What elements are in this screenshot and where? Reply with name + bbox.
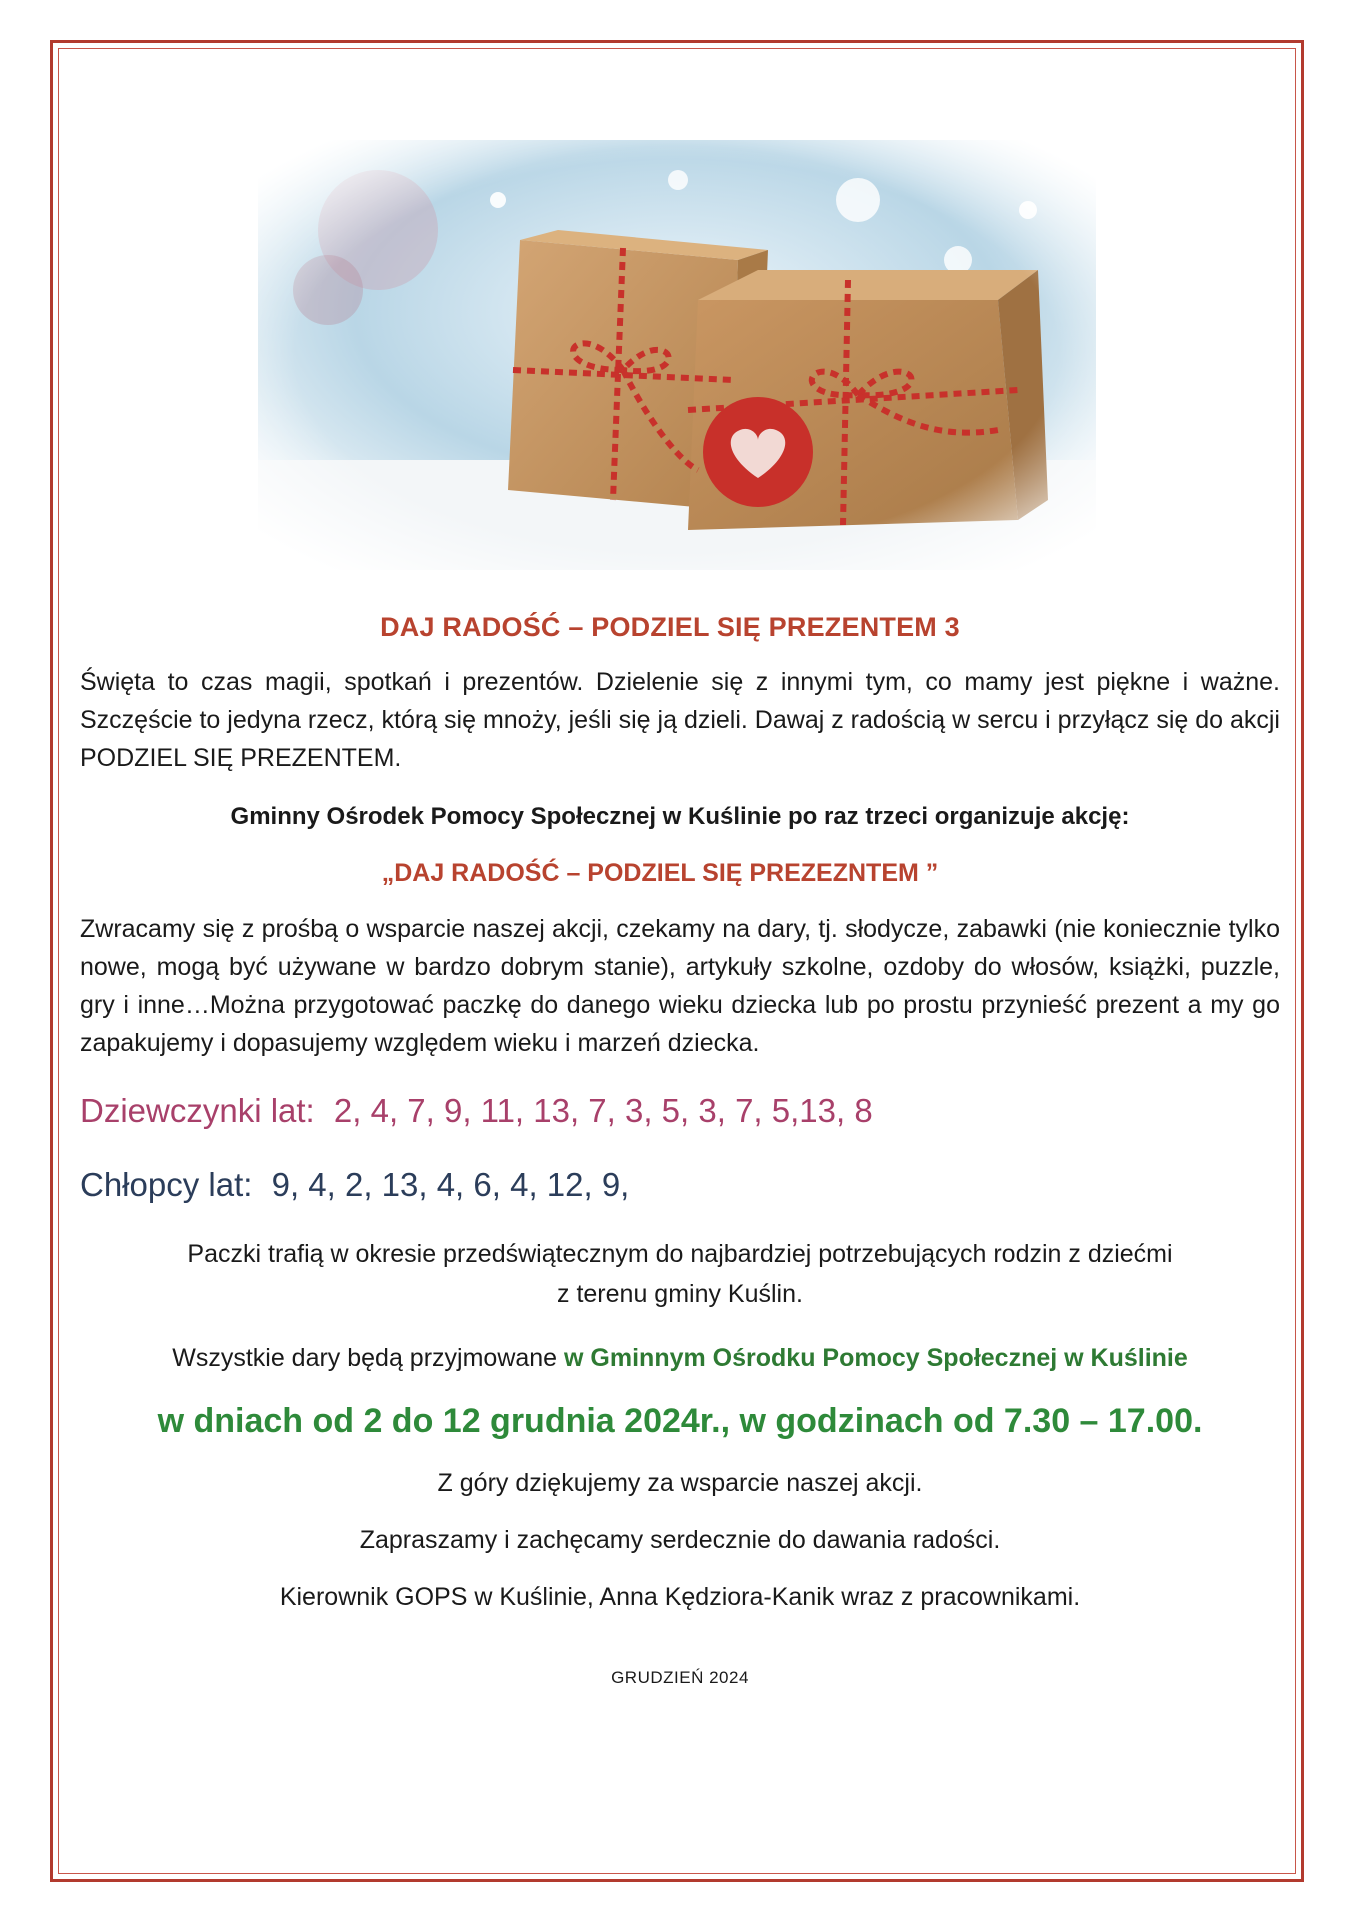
donations-prefix: Wszystkie dary będą przyjmowane bbox=[172, 1344, 565, 1372]
intro-paragraph: Święta to czas magii, spotkań i prezentów. Dzielenie się z innymi tym, co mamy jest piękne i ważne. Szczęście to jedyna rzecz, którą się mnoży, jeśli się ją dzieli. Dawaj z radością w sercu i przyłącz się do akcji PODZIEL SIĘ PREZENTEM. bbox=[80, 668, 1280, 772]
donations-place: w Gminnym Ośrodku Pomocy Społecznej w Kuślinie bbox=[564, 1344, 1188, 1372]
organizer-line: Gminny Ośrodek Pomocy Społecznej w Kuślinie po raz trzeci organizuje akcję: bbox=[230, 803, 1130, 830]
thanks-line: Z góry dziękujemy za wsparcie naszej akcji. bbox=[437, 1469, 923, 1497]
request-paragraph: Zwracamy się z prośbą o wsparcie naszej akcji, czekamy na dary, tj. słodycze, zabawki (nie koniecznie tylko nowe, mogą być używane w bardzo dobrym stanie), artykuły szkolne, ozdoby do włosów, książki, puzzle, gry i inne…Można przygotować paczkę do danego wieku dziecka lub po prostu przynieść prezent a my go zapakujemy i dopasujemy względem wieku i marzeń dziecka. bbox=[80, 915, 1280, 1057]
invite-line: Zapraszamy i zachęcamy serdecznie do dawania radości. bbox=[359, 1526, 1001, 1554]
gift-boxes-photo bbox=[258, 140, 1096, 570]
document-date: GRUDZIEŃ 2024 bbox=[611, 1668, 749, 1687]
document-body bbox=[80, 612, 1280, 1688]
girls-label: Dziewczynki lat: bbox=[80, 1092, 315, 1129]
boys-label: Chłopcy lat: bbox=[80, 1166, 253, 1203]
girls-ages: 2, 4, 7, 9, 11, 13, 7, 3, 5, 3, 7, 5,13, 8 bbox=[333, 1092, 873, 1129]
collection-dates: w dniach od 2 do 12 grudnia 2024r., w godzinach od 7.30 – 17.00. bbox=[157, 1402, 1203, 1440]
action-name: „DAJ RADOŚĆ – PODZIEL SIĘ PREZEZNTEM ” bbox=[381, 859, 939, 887]
packages-line-1: Paczki trafią w okresie przedświątecznym do najbardziej potrzebujących rodzin z dziećmi bbox=[187, 1240, 1173, 1268]
donations-line bbox=[80, 1338, 1280, 1378]
boys-ages: 9, 4, 2, 13, 4, 6, 4, 12, 9, bbox=[271, 1166, 630, 1203]
document-title: DAJ RADOŚĆ – PODZIEL SIĘ PREZENTEM 3 bbox=[380, 612, 960, 642]
packages-line-2: z terenu gminy Kuślin. bbox=[557, 1280, 803, 1308]
girls-ages-line bbox=[80, 1092, 1280, 1130]
packages-note bbox=[80, 1234, 1280, 1314]
signature-line: Kierownik GOPS w Kuślinie, Anna Kędziora-Kanik wraz z pracownikami. bbox=[279, 1583, 1081, 1611]
boys-ages-line bbox=[80, 1166, 1280, 1204]
